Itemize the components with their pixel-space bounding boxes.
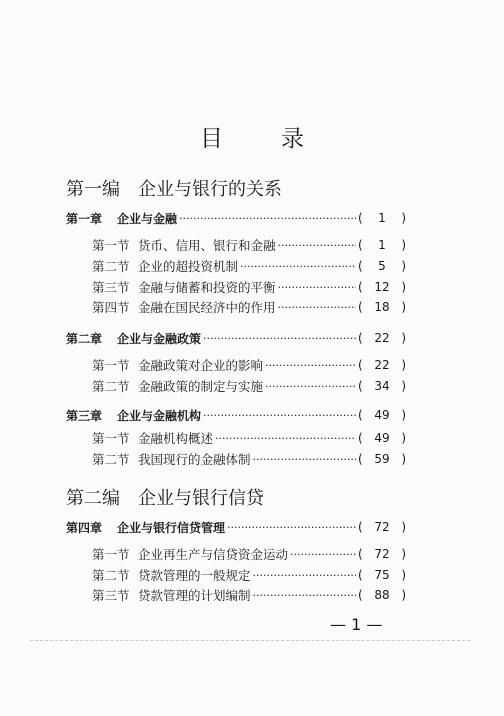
page-number: 75 <box>374 568 390 582</box>
page-number: 22 <box>374 358 390 372</box>
dot-leader <box>203 409 356 422</box>
dot-leader <box>203 332 356 345</box>
dot-leader <box>179 212 356 225</box>
chapter-title: 企业与金融机构 <box>117 408 202 423</box>
dot-leader <box>278 301 356 314</box>
chapter-title: 企业与金融政策 <box>117 331 202 346</box>
page-number: 5 <box>378 259 386 273</box>
section-label: 第二节 <box>92 259 130 274</box>
part-heading <box>66 175 282 201</box>
section-title: 企业再生产与信贷资金运动 <box>138 547 289 562</box>
page-number-footer: — 1 — <box>330 615 383 634</box>
page-ref: ( 49 ) <box>358 431 406 445</box>
toc-section-entry[interactable] <box>92 257 406 275</box>
part-label: 第二编 <box>66 488 120 509</box>
toc-section-entry[interactable] <box>92 566 406 584</box>
part-label: 第一编 <box>66 179 120 200</box>
toc-section-entry[interactable] <box>92 586 406 604</box>
page-ref: ( 72 ) <box>358 547 406 561</box>
toc-section-entry[interactable] <box>92 356 406 374</box>
dot-leader <box>253 589 356 602</box>
page-ref: ( 1 ) <box>358 211 406 225</box>
dot-leader <box>290 548 356 561</box>
section-title: 货币、信用、银行和金融 <box>138 238 276 253</box>
chapter-title: 企业与银行信贷管理 <box>117 520 226 535</box>
page-ref: ( 12 ) <box>358 280 406 294</box>
toc-section-entry[interactable] <box>92 278 406 296</box>
section-label: 第三节 <box>92 588 130 603</box>
section-label: 第四节 <box>92 300 130 315</box>
dot-leader <box>265 380 356 393</box>
section-label: 第一节 <box>92 358 130 373</box>
page-number: 12 <box>374 280 390 294</box>
page-number: 72 <box>374 520 390 534</box>
page-ref: ( 18 ) <box>358 300 406 314</box>
page-number: 88 <box>374 588 390 602</box>
dot-leader <box>215 432 356 445</box>
section-label: 第二节 <box>92 379 130 394</box>
page-ref: ( 49 ) <box>358 408 406 422</box>
section-title: 金融政策的制定与实施 <box>138 379 264 394</box>
dot-leader <box>278 239 356 252</box>
section-title: 贷款管理的一般规定 <box>138 568 251 583</box>
page-ref: ( 59 ) <box>358 452 406 466</box>
toc-chapter-entry[interactable] <box>66 406 406 424</box>
page-ref: ( 22 ) <box>358 331 406 345</box>
dot-leader <box>265 359 356 372</box>
part-title: 企业与银行的关系 <box>138 179 282 200</box>
section-label: 第三节 <box>92 280 130 295</box>
section-title: 金融在国民经济中的作用 <box>138 300 276 315</box>
toc-chapter-entry[interactable] <box>66 329 406 347</box>
page-number: 72 <box>374 547 390 561</box>
page-number: 1 <box>378 211 386 225</box>
chapter-label: 第四章 <box>66 520 103 535</box>
dot-leader <box>227 521 356 534</box>
part-heading <box>66 484 264 510</box>
page-title: 目录 <box>200 126 362 152</box>
page-ref: ( 72 ) <box>358 520 406 534</box>
section-label: 第一节 <box>92 547 130 562</box>
page-ref: ( 1 ) <box>358 238 406 252</box>
page-number: 18 <box>374 300 390 314</box>
section-title: 金融机构概述 <box>138 431 214 446</box>
section-title: 金融政策对企业的影响 <box>138 358 264 373</box>
toc-chapter-entry[interactable] <box>66 209 406 227</box>
page-number: 34 <box>374 379 390 393</box>
section-label: 第一节 <box>92 431 130 446</box>
toc-section-entry[interactable] <box>92 377 406 395</box>
section-title: 企业的超投资机制 <box>138 259 239 274</box>
chapter-label: 第二章 <box>66 331 103 346</box>
dot-leader <box>253 569 356 582</box>
toc-section-entry[interactable] <box>92 545 406 563</box>
page-ref: ( 34 ) <box>358 379 406 393</box>
chapter-label: 第一章 <box>66 211 103 226</box>
toc-section-entry[interactable] <box>92 298 406 316</box>
section-title: 贷款管理的计划编制 <box>138 588 251 603</box>
chapter-label: 第三章 <box>66 408 103 423</box>
part-title: 企业与银行信贷 <box>138 488 264 509</box>
page-ref: ( 88 ) <box>358 588 406 602</box>
section-title: 我国现行的金融体制 <box>138 452 251 467</box>
page-ref: ( 5 ) <box>358 259 406 273</box>
page-number: 22 <box>374 331 390 345</box>
page-number: 1 <box>378 238 386 252</box>
scan-edge-divider <box>30 640 470 641</box>
page-ref: ( 75 ) <box>358 568 406 582</box>
dot-leader <box>253 453 356 466</box>
toc-section-entry[interactable] <box>92 429 406 447</box>
dot-leader <box>240 260 356 273</box>
toc-section-entry[interactable] <box>92 450 406 468</box>
dot-leader <box>278 281 356 294</box>
toc-section-entry[interactable] <box>92 236 406 254</box>
section-label: 第二节 <box>92 452 130 467</box>
section-title: 金融与储蓄和投资的平衡 <box>138 280 276 295</box>
page-ref: ( 22 ) <box>358 358 406 372</box>
chapter-title: 企业与金融 <box>117 211 178 226</box>
page-number: 49 <box>374 431 390 445</box>
section-label: 第二节 <box>92 568 130 583</box>
page-number: 59 <box>374 452 390 466</box>
page-number: 49 <box>374 408 390 422</box>
section-label: 第一节 <box>92 238 130 253</box>
toc-chapter-entry[interactable] <box>66 518 406 536</box>
